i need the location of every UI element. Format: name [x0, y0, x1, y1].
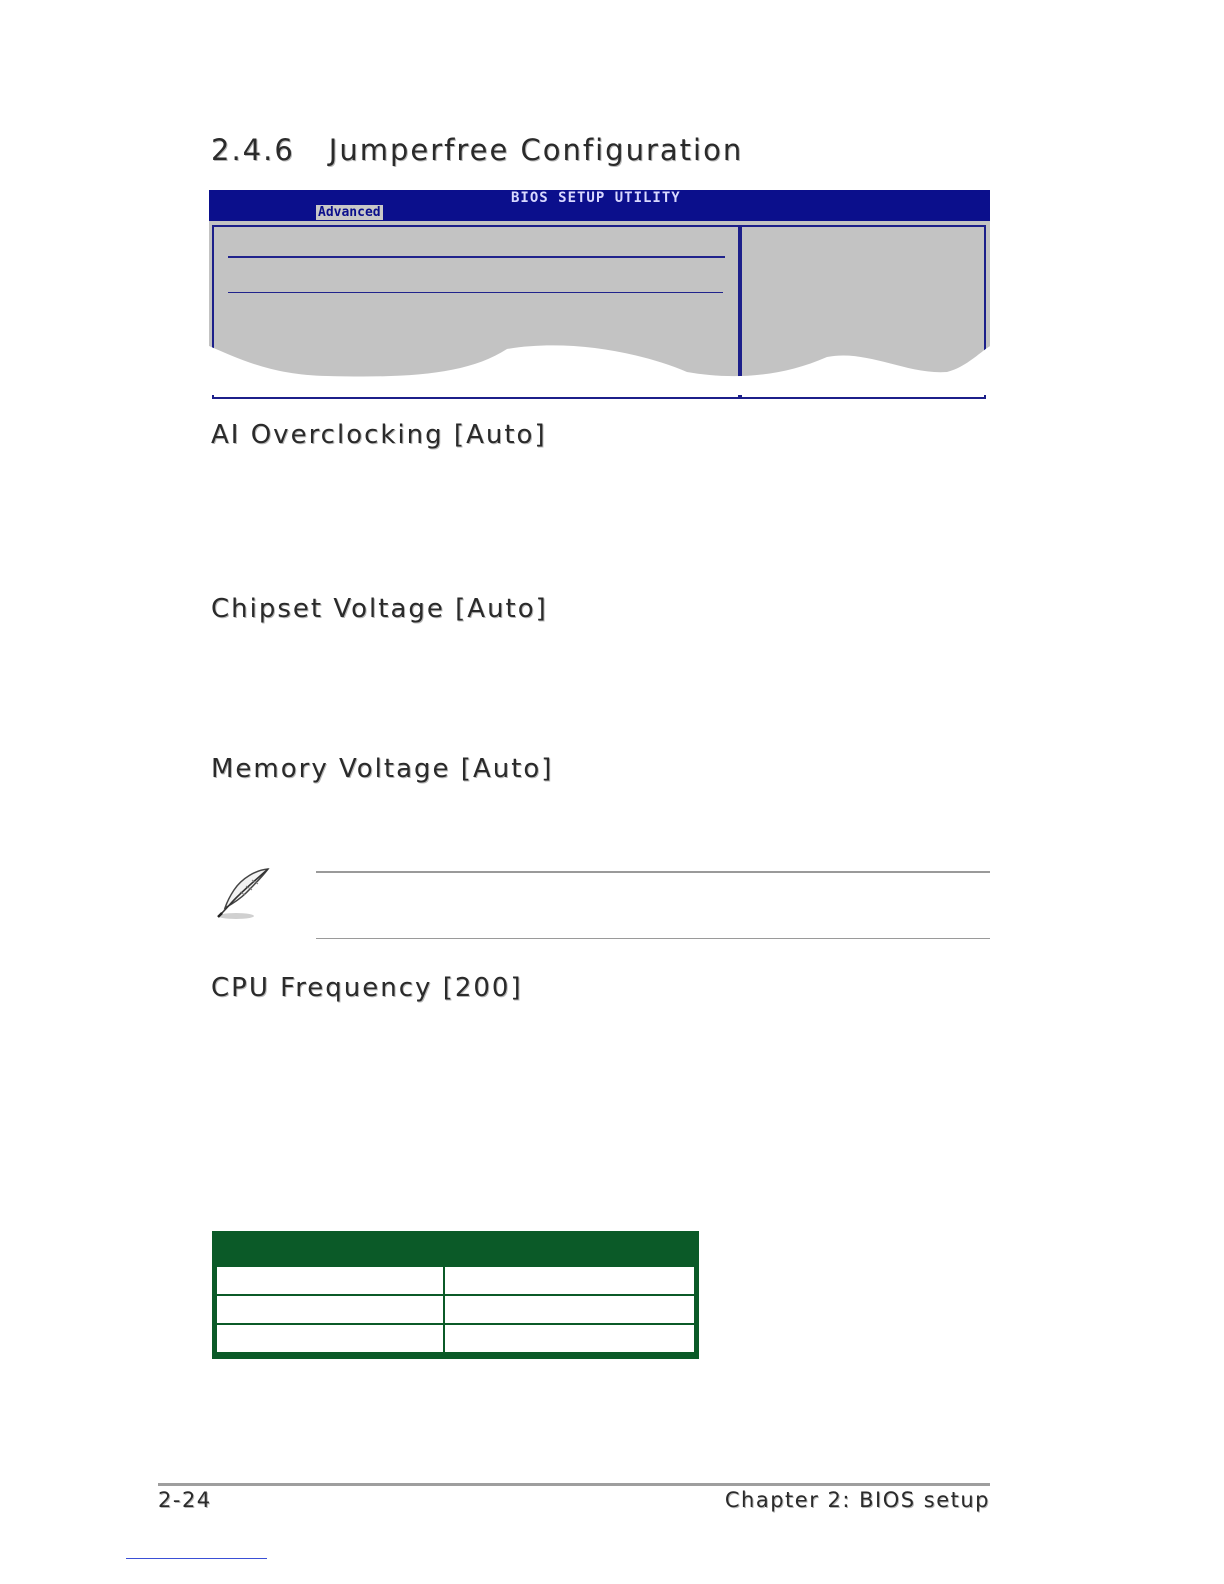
bios-title: BIOS SETUP UTILITY [511, 190, 681, 206]
table-body [217, 1267, 694, 1354]
section-number: 2.4.6 [211, 133, 295, 167]
table-row [217, 1296, 694, 1325]
table-header [212, 1231, 699, 1267]
frequency-table [212, 1231, 699, 1359]
cpu-frequency-heading: CPU Frequency [200] [211, 973, 523, 1003]
chapter-label: Chapter 2: BIOS setup [724, 1488, 990, 1512]
bios-tab-advanced[interactable]: Advanced [318, 205, 381, 220]
section-title-text: Jumperfree Configuration [328, 133, 744, 167]
table-column-divider [443, 1267, 445, 1354]
memory-voltage-heading: Memory Voltage [Auto] [211, 754, 554, 784]
note-rule-bottom [316, 938, 990, 939]
table-row [217, 1325, 694, 1354]
quill-pen-icon [212, 866, 274, 922]
bios-divider [228, 292, 723, 293]
ai-overclocking-heading: AI Overclocking [Auto] [211, 420, 547, 450]
footer-rule [158, 1483, 990, 1486]
section-title [211, 133, 743, 167]
link-underline [126, 1558, 267, 1559]
torn-edge [207, 345, 992, 395]
bios-screenshot [209, 190, 990, 380]
bios-title-bar [209, 190, 990, 221]
note-rule-top [316, 871, 990, 873]
table-row [217, 1267, 694, 1296]
page-number: 2-24 [158, 1488, 212, 1512]
chipset-voltage-heading: Chipset Voltage [Auto] [211, 594, 548, 624]
bios-divider [228, 256, 725, 258]
